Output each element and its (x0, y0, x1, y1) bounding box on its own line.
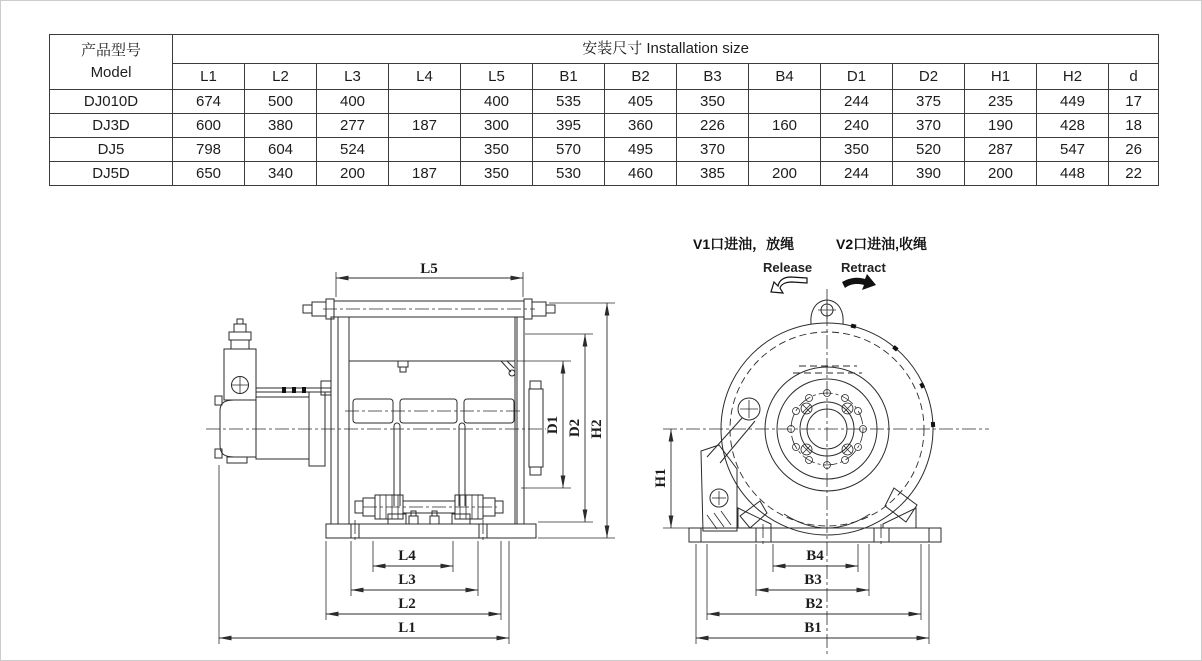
column-header-H2: H2 (1037, 64, 1109, 90)
model-cell: DJ010D (50, 90, 173, 114)
value-cell-L3: 400 (317, 90, 389, 114)
support-feet (738, 488, 917, 528)
hydraulic-motor-assembly (215, 319, 331, 466)
v2-port-label: V2口进油,收绳 (836, 236, 928, 252)
dim-label-D1: D1 (545, 415, 561, 435)
dim-label-D2: D2 (567, 418, 583, 438)
dim-H1 (653, 429, 689, 528)
dim-L5 (336, 261, 523, 297)
column-header-L4: L4 (389, 64, 461, 90)
value-cell-L5: 350 (461, 162, 533, 186)
dim-label-L1: L1 (398, 620, 416, 636)
column-header-B3: B3 (677, 64, 749, 90)
release-label: Release (763, 260, 813, 275)
column-header-D1: D1 (821, 64, 893, 90)
value-cell-D1: 350 (821, 138, 893, 162)
dim-label-H2: H2 (589, 419, 605, 439)
value-cell-B1: 570 (533, 138, 605, 162)
value-cell-L1: 650 (173, 162, 245, 186)
front-view-drawing (206, 261, 615, 644)
front-base-plate (326, 520, 536, 542)
dim-label-H1: H1 (653, 468, 669, 488)
value-cell-L5: 400 (461, 90, 533, 114)
value-cell-H1: 200 (965, 162, 1037, 186)
column-header-B2: B2 (605, 64, 677, 90)
rotation-annotations (693, 236, 927, 293)
value-cell-D2: 375 (893, 90, 965, 114)
release-direction-arrow (771, 277, 807, 293)
value-cell-H1: 287 (965, 138, 1037, 162)
side-view-drawing (653, 236, 989, 657)
value-cell-B3: 370 (677, 138, 749, 162)
value-cell-d: 17 (1109, 90, 1159, 114)
value-cell-L2: 340 (245, 162, 317, 186)
value-cell-H1: 235 (965, 90, 1037, 114)
value-cell-B3: 385 (677, 162, 749, 186)
dim-label-L4: L4 (398, 548, 416, 564)
rim-bolt-marks (851, 324, 936, 428)
value-cell-L1: 600 (173, 114, 245, 138)
winch-frame (331, 317, 543, 524)
column-header-L2: L2 (245, 64, 317, 90)
value-cell-L3: 277 (317, 114, 389, 138)
tie-rod (303, 299, 555, 319)
retract-direction-arrow (842, 274, 876, 290)
value-cell-B2: 360 (605, 114, 677, 138)
dim-label-B1: B1 (804, 620, 822, 636)
winch-dimension-drawings (1, 1, 1202, 661)
value-cell-d: 26 (1109, 138, 1159, 162)
value-cell-L3: 524 (317, 138, 389, 162)
value-cell-L4: 187 (389, 114, 461, 138)
dim-label-L3: L3 (398, 572, 416, 588)
value-cell-d: 18 (1109, 114, 1159, 138)
v1-port-label: V1口进油，放绳 (693, 236, 795, 252)
value-cell-L1: 798 (173, 138, 245, 162)
rope-press-rollers (345, 399, 521, 423)
column-header-B1: B1 (533, 64, 605, 90)
retract-label: Retract (841, 260, 886, 275)
value-cell-B1: 530 (533, 162, 605, 186)
brake-lever-mechanism (701, 398, 760, 531)
value-cell-B1: 535 (533, 90, 605, 114)
value-cell-L1: 674 (173, 90, 245, 114)
dim-label-B3: B3 (804, 572, 822, 588)
dim-label-B4: B4 (806, 548, 824, 564)
value-cell-B1: 395 (533, 114, 605, 138)
dim-label-L5: L5 (420, 261, 438, 277)
dim-B4 (773, 544, 858, 572)
column-header-B4: B4 (749, 64, 821, 90)
value-cell-B4: 160 (749, 114, 821, 138)
dim-L4 (373, 541, 453, 572)
value-cell-B4: 200 (749, 162, 821, 186)
value-cell-L5: 350 (461, 138, 533, 162)
model-header-zh: 产品型号 (80, 41, 141, 59)
value-cell-B2: 405 (605, 90, 677, 114)
value-cell-D2: 370 (893, 114, 965, 138)
value-cell-L2: 380 (245, 114, 317, 138)
column-header-L5: L5 (461, 64, 533, 90)
value-cell-D2: 390 (893, 162, 965, 186)
model-cell: DJ5D (50, 162, 173, 186)
column-header-L3: L3 (317, 64, 389, 90)
value-cell-L4: 187 (389, 162, 461, 186)
value-cell-B3: 226 (677, 114, 749, 138)
value-cell-H2: 428 (1037, 114, 1109, 138)
value-cell-L3: 200 (317, 162, 389, 186)
value-cell-d: 22 (1109, 162, 1159, 186)
value-cell-H2: 449 (1037, 90, 1109, 114)
column-header-D2: D2 (893, 64, 965, 90)
column-header-d: d (1109, 64, 1159, 90)
value-cell-H2: 547 (1037, 138, 1109, 162)
value-cell-B2: 460 (605, 162, 677, 186)
dim-label-B2: B2 (805, 596, 823, 612)
value-cell-H1: 190 (965, 114, 1037, 138)
value-cell-L5: 300 (461, 114, 533, 138)
value-cell-D2: 520 (893, 138, 965, 162)
value-cell-D1: 240 (821, 114, 893, 138)
model-header-en: Model (90, 64, 132, 81)
value-cell-L2: 604 (245, 138, 317, 162)
value-cell-H2: 448 (1037, 162, 1109, 186)
value-cell-B3: 350 (677, 90, 749, 114)
installation-size-header-cell: 安装尺寸 Installation size (173, 35, 1159, 64)
model-cell: DJ5 (50, 138, 173, 162)
dim-D1 (517, 361, 571, 488)
column-header-H1: H1 (965, 64, 1037, 90)
value-cell-L2: 500 (245, 90, 317, 114)
value-cell-D1: 244 (821, 90, 893, 114)
column-header-L1: L1 (173, 64, 245, 90)
value-cell-D1: 244 (821, 162, 893, 186)
press-arm-spring-assembly (355, 423, 503, 524)
model-cell: DJ3D (50, 114, 173, 138)
value-cell-B2: 495 (605, 138, 677, 162)
dim-label-L2: L2 (398, 596, 416, 612)
